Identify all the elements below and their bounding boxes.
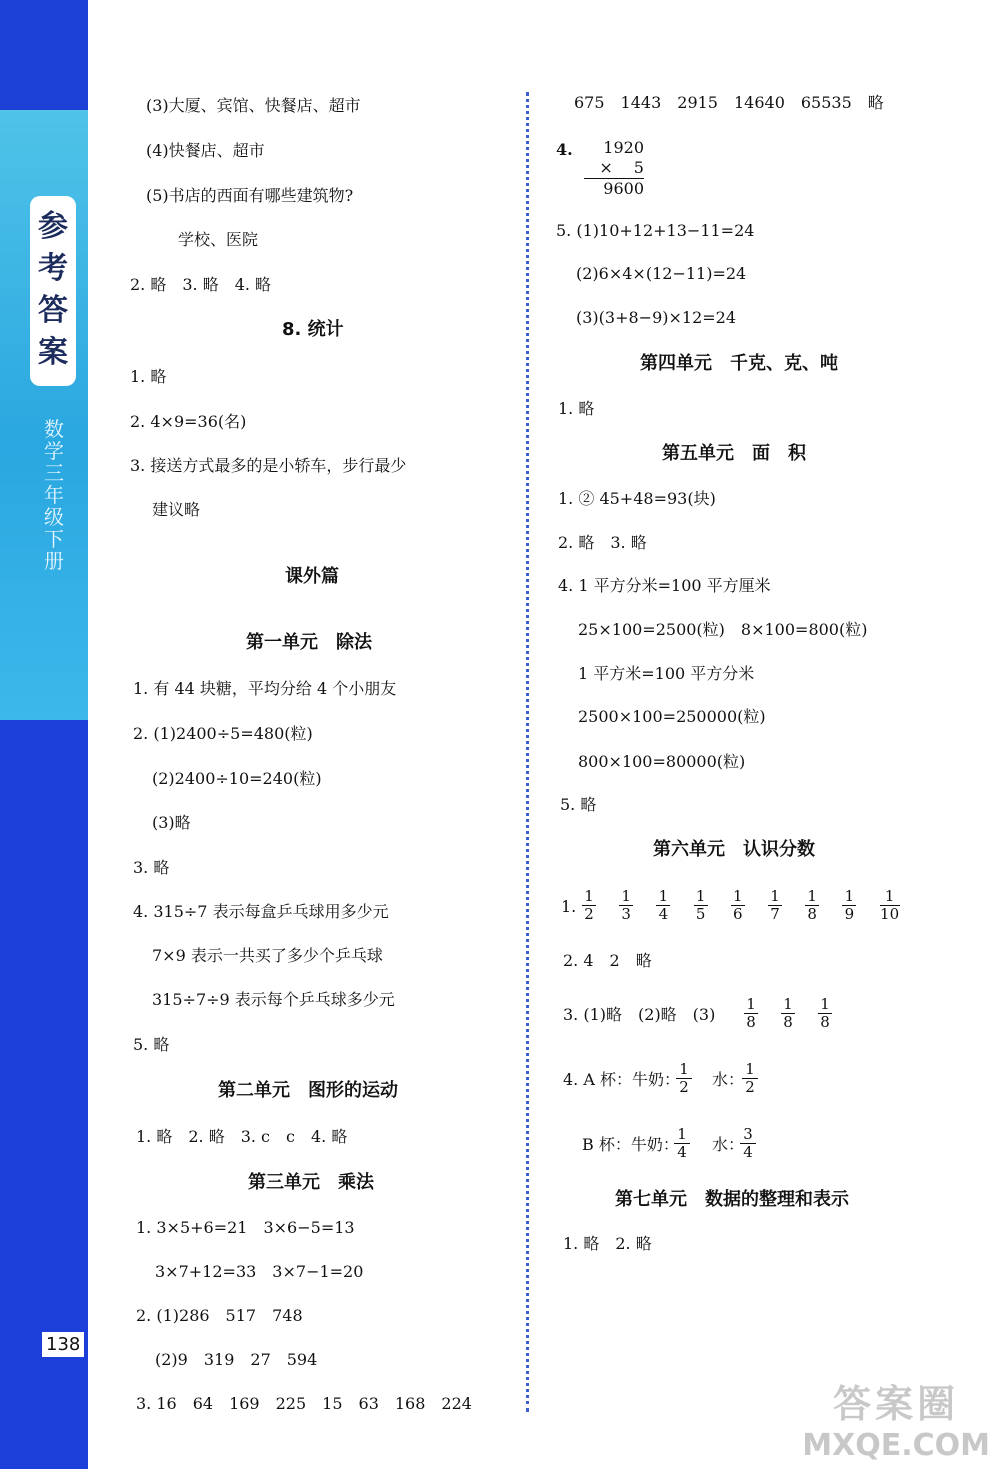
answer-line: (3)大厦、宾馆、快餐店、超市 [146, 96, 361, 115]
watermark-url: MXQE.COM [802, 1428, 990, 1463]
fraction [744, 996, 758, 1031]
answer-line: (5)书店的西面有哪些建筑物? [146, 186, 354, 205]
fraction [805, 888, 819, 923]
denominator: 4 [677, 1143, 687, 1161]
answer-line: 4. 315÷7 表示每盒乒乓球用多少元 [133, 902, 389, 921]
numerator: 1 [619, 888, 633, 906]
numerator: 1 [742, 1061, 758, 1079]
denominator: 3 [621, 905, 631, 923]
answer-line: (2)6×4×(12−11)=24 [576, 264, 747, 283]
answer-line: 3. (1)略 (2)略 (3) [563, 1005, 716, 1024]
mult-top: 1920 [603, 138, 644, 157]
question-number: 1. [561, 897, 577, 916]
answer-line: 1. 有 44 块糖，平均分给 4 个小朋友 [133, 679, 397, 698]
numerator: 1 [768, 888, 782, 906]
denominator: 10 [880, 905, 900, 923]
section-heading: 8. 统计 [282, 319, 344, 340]
numerator: 1 [781, 996, 795, 1014]
answer-line: (4)快餐店、超市 [146, 141, 265, 160]
answer-line: 3. 16 64 169 225 15 63 168 224 [136, 1394, 472, 1413]
mult-result: 9600 [603, 179, 644, 198]
unit-heading: 第五单元 面 积 [662, 443, 806, 464]
denominator: 8 [820, 1013, 830, 1031]
question-number: 4. [556, 140, 573, 159]
numerator: 1 [582, 888, 596, 906]
denominator: 9 [844, 905, 855, 923]
answer-line: (2)2400÷10=240(粒) [152, 769, 322, 788]
denominator: 2 [584, 905, 594, 923]
answer-line: B 杯：牛奶： [582, 1135, 679, 1154]
fraction [740, 1126, 756, 1161]
column-divider [526, 92, 529, 1412]
watermark-logo-text: 答案圈 [833, 1382, 960, 1426]
fraction [818, 996, 832, 1031]
denominator: 8 [746, 1013, 756, 1031]
answer-line: 1 平方米=100 平方分米 [578, 664, 755, 683]
answer-line: 4. 1 平方分米=100 平方厘米 [558, 576, 771, 595]
unit-heading: 第七单元 数据的整理和表示 [615, 1189, 849, 1210]
answer-line: 2. 4 2 略 [563, 951, 652, 970]
numerator: 1 [674, 1126, 690, 1144]
answer-line: 7×9 表示一共买了多少个乒乓球 [152, 946, 383, 965]
denominator: 6 [733, 905, 743, 923]
fraction [842, 888, 856, 923]
section-label: 参考答案 [38, 209, 68, 370]
fraction [880, 888, 900, 923]
answer-line: 水： [712, 1135, 745, 1154]
answer-line: 5. (1)10+12+13−11=24 [556, 221, 755, 240]
answer-line: 1. 略 2. 略 [563, 1234, 652, 1253]
numerator: 1 [818, 996, 832, 1014]
fraction [619, 888, 633, 923]
answer-line: 5. 略 [560, 795, 597, 814]
answer-line: 3. 略 [133, 858, 170, 877]
answer-line: 学校、医院 [178, 230, 259, 249]
answer-line: 1. 3×5+6=21 3×6−5=13 [136, 1218, 355, 1237]
denominator: 5 [695, 905, 706, 923]
fraction [656, 888, 670, 923]
answer-line: 1. 略 [130, 367, 167, 386]
fraction [582, 888, 596, 923]
answer-line: 建议略 [152, 500, 201, 519]
answer-line: (2)9 319 27 594 [155, 1350, 318, 1369]
denominator: 8 [807, 905, 817, 923]
answer-line: 2. (1)286 517 748 [136, 1306, 303, 1325]
fraction [676, 1061, 692, 1096]
numerator: 1 [676, 1061, 692, 1079]
page-number: 138 [42, 1332, 84, 1357]
answer-line: 4. A 杯：牛奶： [563, 1070, 680, 1089]
numerator: 1 [656, 888, 670, 906]
fraction [731, 888, 745, 923]
multiplication-layout [584, 138, 644, 199]
answer-line: 2500×100=250000(粒) [578, 707, 766, 726]
mult-middle: × 5 [584, 158, 644, 179]
answer-line: 2. 略 3. 略 4. 略 [130, 275, 272, 294]
answer-line: 3×7+12=33 3×7−1=20 [155, 1262, 364, 1281]
answer-line: 315÷7÷9 表示每个乒乓球多少元 [152, 990, 395, 1009]
numerator: 1 [880, 888, 900, 906]
denominator: 2 [745, 1078, 755, 1096]
unit-heading: 第一单元 除法 [246, 632, 372, 653]
denominator: 8 [783, 1013, 793, 1031]
denominator: 7 [770, 905, 780, 923]
unit-heading: 第四单元 千克、克、吨 [640, 353, 838, 374]
watermark [802, 1373, 990, 1463]
answer-line: 2. 4×9=36(名) [130, 412, 247, 431]
answer-line: 1. 略 [558, 399, 595, 418]
answer-line: 3. 接送方式最多的是小轿车，步行最少 [130, 456, 407, 475]
denominator: 4 [658, 905, 669, 923]
unit-heading: 第六单元 认识分数 [653, 839, 815, 860]
numerator: 1 [694, 888, 708, 906]
answer-line: 5. 略 [133, 1035, 170, 1054]
fraction [781, 996, 795, 1031]
answer-line: 1. 略 2. 略 3. c c 4. 略 [136, 1127, 348, 1146]
numerator: 1 [731, 888, 745, 906]
unit-heading: 第三单元 乘法 [248, 1172, 374, 1193]
answer-line: 水： [712, 1070, 745, 1089]
answer-line: (3)略 [152, 813, 191, 832]
fraction [694, 888, 708, 923]
answer-line: 2. (1)2400÷5=480(粒) [133, 724, 313, 743]
section-heading: 课外篇 [285, 566, 339, 587]
subject-label: 数学 三年级下册 [44, 417, 64, 573]
unit-heading: 第二单元 图形的运动 [218, 1080, 398, 1101]
answer-line: 1. ② 45+48=93(块) [558, 489, 716, 508]
answer-line: (3)(3+8−9)×12=24 [576, 308, 737, 327]
fraction [674, 1126, 690, 1161]
answer-line: 800×100=80000(粒) [578, 752, 746, 771]
fraction [742, 1061, 758, 1096]
side-strip [0, 0, 88, 1469]
numerator: 3 [740, 1126, 756, 1144]
denominator: 4 [743, 1143, 753, 1161]
answer-line: 2. 略 3. 略 [558, 533, 647, 552]
fraction [768, 888, 782, 923]
numerator: 1 [744, 996, 758, 1014]
numerator: 1 [842, 888, 856, 906]
denominator: 2 [679, 1078, 689, 1096]
answer-line: 675 1443 2915 14640 65535 略 [574, 93, 884, 112]
numerator: 1 [805, 888, 819, 906]
answer-line: 25×100=2500(粒) 8×100=800(粒) [578, 620, 868, 639]
